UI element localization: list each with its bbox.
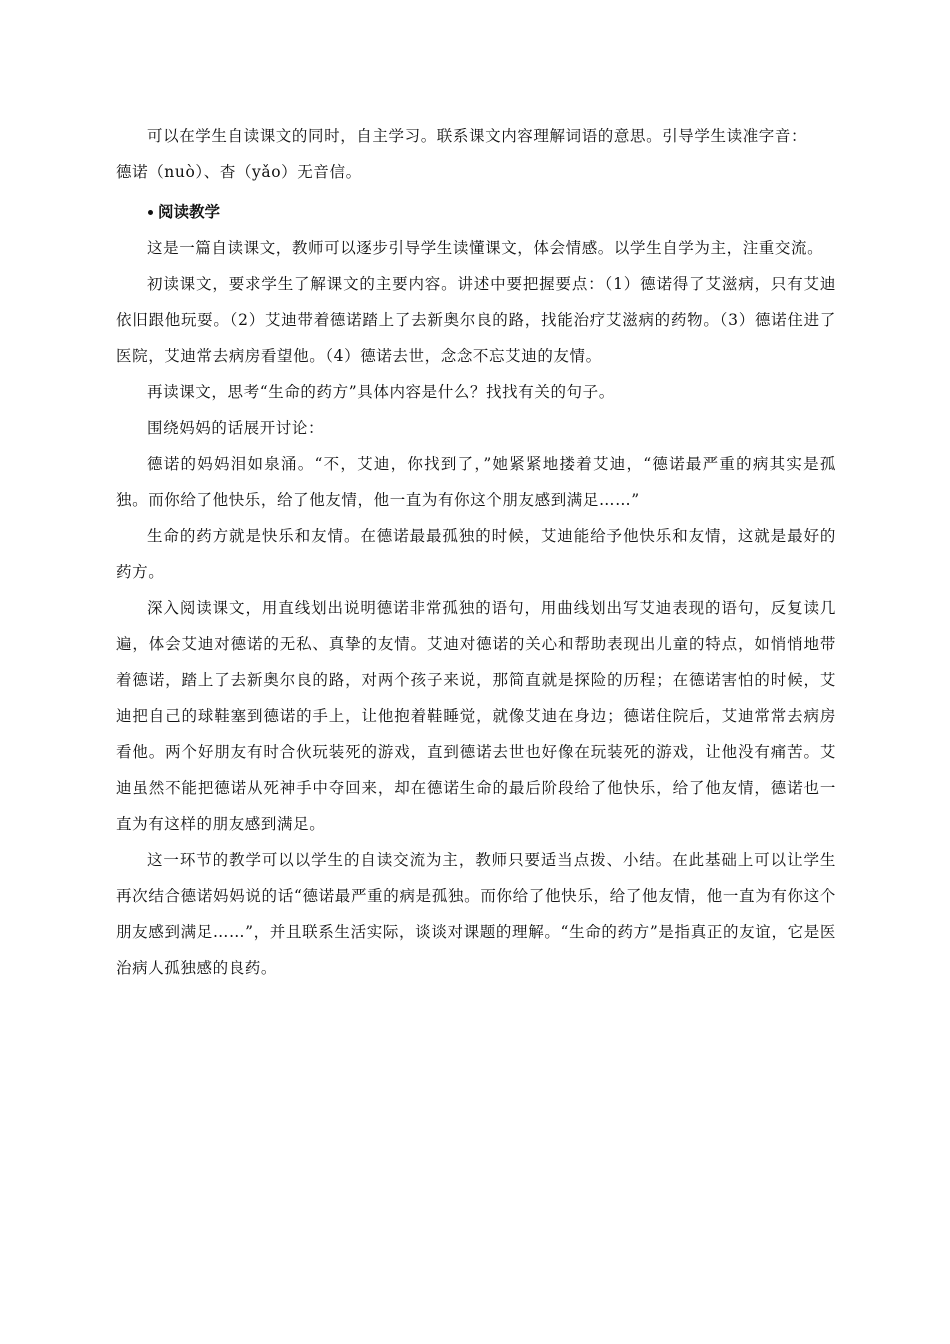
paragraph-summary: 这一环节的教学可以以学生的自读交流为主，教师只要适当点拨、小结。在此基础上可以让学生再次结合德诺妈妈说的话“德诺最严重的病是孤独。而你给了他快乐，给了他友情，他一直为有你这个朋友感到满足……”，并且联系生活实际，谈谈对课题的理解。“生命的药方”是指真正的友谊，它是医治病人孤独感的良药。 xyxy=(116,851,836,977)
paragraph-deep-reading: 深入阅读课文，用直线划出说明德诺非常孤独的语句，用曲线划出写艾迪表现的语句，反复读几遍，体会艾迪对德诺的无私、真挚的友情。艾迪对德诺的关心和帮助表现出儿童的特点，如悄悄地带着德诺，踏上了去新奥尔良的路，对两个孩子来说，那简直就是探险的历程；在德诺害怕的时候，艾迪把自己的球鞋塞到德诺的手上，让他抱着鞋睡觉，就像艾迪在身边；德诺住院后，艾迪常常去病房看他。两个好朋友有时合伙玩装死的游戏，直到德诺去世也好像在玩装死的游戏，让他没有痛苦。艾迪虽然不能把德诺从死神手中夺回来，却在德诺生命的最后阶段给了他快乐，给了他友情，德诺也一直为有这样的朋友感到满足。 xyxy=(116,599,836,833)
paragraph-second-reading: 再读课文，思考“生命的药方”具体内容是什么？找找有关的句子。 xyxy=(147,383,615,401)
intro-paragraph: 可以在学生自读课文的同时，自主学习。联系课文内容理解词语的意思。引导学生读准字音： xyxy=(147,127,808,145)
section-heading-text: 阅读教学 xyxy=(158,202,221,221)
section-heading xyxy=(116,196,836,228)
paragraph-first-reading: 初读课文，要求学生了解课文的主要内容。讲述中要把握要点：（1）德诺得了艾滋病，只有艾迪依旧跟他玩耍。（2）艾迪带着德诺踏上了去新奥尔良的路，找能治疗艾滋病的药物。（3）德诺住进了医院，艾迪常去病房看望他。（4）德诺去世，念念不忘艾迪的友情。 xyxy=(116,275,836,365)
paragraph-discussion-intro: 围绕妈妈的话展开讨论： xyxy=(147,419,325,437)
paragraph-prescription: 生命的药方就是快乐和友情。在德诺最最孤独的时候，艾迪能给予他快乐和友情，这就是最好的药方。 xyxy=(116,527,836,581)
pronunciation-line: 德诺（nuò）、杳（yǎo）无音信。 xyxy=(116,163,362,181)
document-page xyxy=(116,118,836,986)
paragraph-self-reading: 这是一篇自读课文，教师可以逐步引导学生读懂课文，体会情感。以学生自学为主，注重交流。 xyxy=(147,239,824,257)
paragraph-mother-quote: 德诺的妈妈泪如泉涌。“不，艾迪，你找到了，”她紧紧地搂着艾迪，“德诺最严重的病其实是孤独。而你给了他快乐，给了他友情，他一直为有你这个朋友感到满足……” xyxy=(116,455,836,509)
bullet-icon xyxy=(148,210,153,215)
